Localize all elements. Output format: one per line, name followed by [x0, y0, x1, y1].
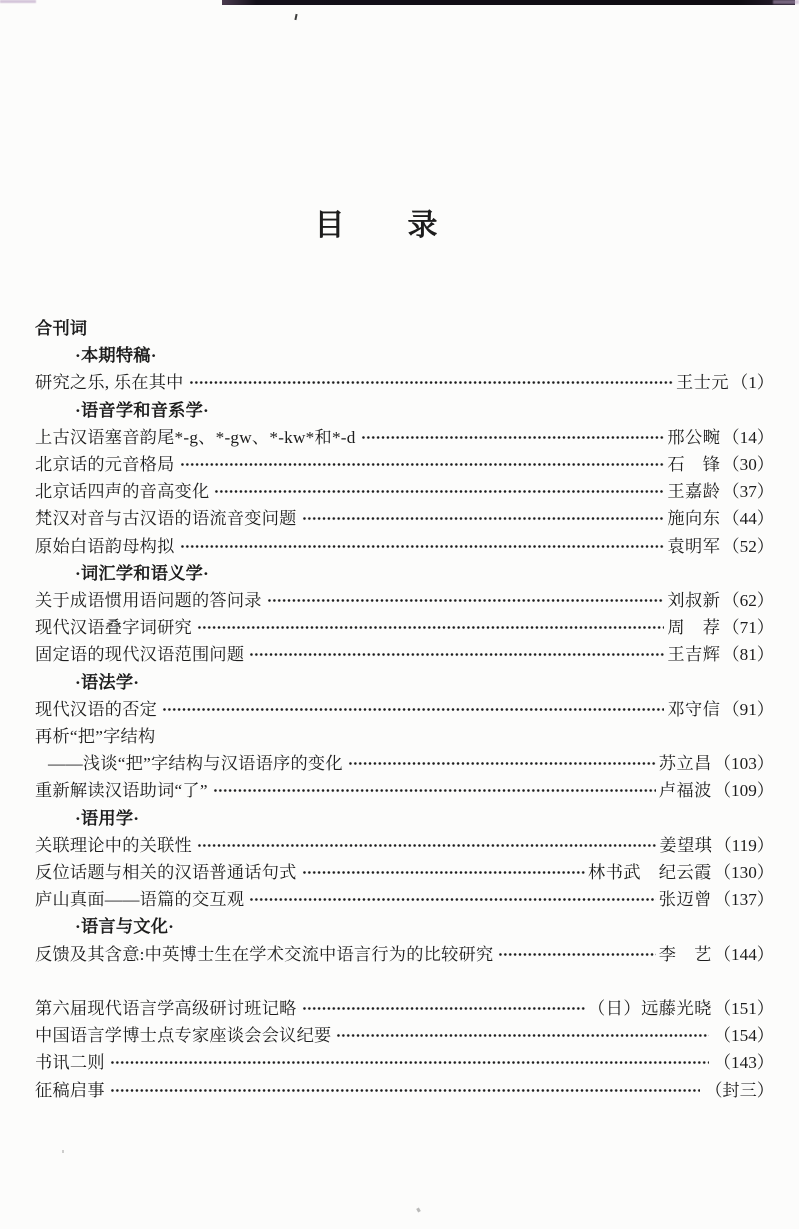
toc-row [35, 587, 774, 614]
dot-leader [110, 1077, 700, 1104]
entry-title: 研究之乐, 乐在其中 [35, 373, 184, 393]
entry-title: 关联理论中的关联性 [35, 835, 192, 855]
dot-leader [267, 587, 665, 614]
dot-leader [214, 478, 664, 505]
toc-row [35, 315, 774, 342]
entry-title: 再析“把”字结构 [35, 727, 156, 747]
page-title: 目 录 [314, 209, 439, 243]
dot-leader [498, 941, 655, 968]
entry-title: 北京话四声的音高变化 [35, 482, 210, 502]
toc-row [35, 641, 774, 668]
entry-title: 第六届现代语言学高级研讨班记略 [35, 999, 297, 1019]
entry-page: （119） [714, 835, 774, 855]
entry-author: 石 锋 [667, 455, 721, 475]
toc-row [35, 669, 774, 696]
entry-title: 北京话的元音格局 [35, 455, 175, 475]
dot-leader [110, 1049, 709, 1076]
entry-title: 反位话题与相关的汉语普通话句式 [35, 863, 297, 883]
dot-leader [197, 614, 664, 641]
entry-author: 邓守信 [667, 699, 721, 719]
entry-page: （62） [722, 591, 774, 611]
toc-row [35, 397, 774, 424]
scan-artifact-speck [416, 1208, 421, 1213]
entry-title: 梵汉对音与古汉语的语流音变问题 [35, 509, 297, 529]
entry-title: 固定语的现代汉语范围问题 [35, 645, 245, 665]
dot-leader [336, 1022, 708, 1049]
toc-row [35, 560, 774, 587]
scan-artifact-speck [62, 1150, 64, 1153]
toc-row [35, 750, 774, 777]
section-label: ·语用学· [75, 808, 140, 828]
toc-row [35, 342, 774, 369]
entry-title: 庐山真面——语篇的交互观 [35, 890, 245, 910]
entry-title: 中国语言学博士点专家座谈会会议纪要 [35, 1026, 332, 1046]
toc-row [35, 723, 774, 750]
section-label: ·语音学和音系学· [75, 400, 210, 420]
entry-page: （91） [722, 699, 774, 719]
entry-title: 征稿启事 [35, 1080, 105, 1100]
toc-row [35, 533, 774, 560]
dot-leader [180, 533, 665, 560]
toc-row [35, 777, 774, 804]
entry-author: 邢公畹 [667, 427, 721, 447]
entry-title: 重新解读汉语助词“了” [35, 781, 208, 801]
entry-page: （37） [722, 482, 774, 502]
entry-title: ——浅谈“把”字结构与汉语语序的变化 [48, 754, 343, 774]
toc-row [35, 505, 774, 532]
entry-title: 书讯二则 [35, 1053, 105, 1073]
entry-page: （144） [713, 944, 774, 964]
dot-leader [213, 777, 656, 804]
entry-author: 袁明军 [667, 536, 721, 556]
dot-leader [361, 424, 665, 451]
section-label: ·语法学· [75, 672, 140, 692]
toc-list [35, 315, 774, 1104]
scan-artifact-smudge-right [773, 0, 799, 4]
toc-row [35, 1022, 774, 1049]
toc-row [35, 424, 774, 451]
toc-row [35, 1049, 774, 1076]
toc-row [35, 941, 774, 968]
entry-author: 王吉辉 [667, 645, 721, 665]
toc-row [35, 1077, 774, 1104]
entry-title: 现代汉语叠字词研究 [35, 618, 192, 638]
section-label: ·本期特稿· [75, 346, 157, 366]
entry-page: （151） [713, 999, 774, 1019]
entry-page: （封三） [705, 1080, 774, 1100]
dot-leader [197, 832, 656, 859]
entry-author: 王嘉龄 [667, 482, 721, 502]
entry-author: 姜望琪 [659, 835, 713, 855]
entry-page: （30） [722, 455, 774, 475]
entry-author: 苏立昌 [658, 754, 712, 774]
section-label: ·词汇学和语义学· [75, 563, 210, 583]
entry-page: （154） [713, 1026, 774, 1046]
dot-leader [180, 451, 665, 478]
toc-row [35, 696, 774, 723]
entry-page: （143） [713, 1053, 774, 1073]
dot-leader [302, 995, 585, 1022]
entry-page: （103） [713, 754, 774, 774]
entry-page: （109） [713, 781, 774, 801]
toc-spacer [35, 968, 774, 995]
entry-page: （14） [722, 427, 774, 447]
entry-title: 反馈及其含意:中英博士生在学术交流中语言行为的比较研究 [35, 944, 494, 964]
entry-author: 施向东 [667, 509, 721, 529]
toc-row [35, 886, 774, 913]
entry-author: 周 荐 [667, 618, 721, 638]
entry-page: （52） [722, 536, 774, 556]
entry-page: （1） [731, 373, 774, 393]
scan-artifact-speck [294, 14, 297, 20]
dot-leader [249, 886, 655, 913]
entry-page: （130） [713, 863, 774, 883]
entry-title: 合刊词 [35, 319, 88, 338]
dot-leader [162, 696, 664, 723]
toc-row [35, 995, 774, 1022]
dot-leader [189, 369, 673, 396]
toc-row [35, 805, 774, 832]
entry-author: （日）远藤光晓 [588, 999, 712, 1019]
toc-row [35, 859, 774, 886]
toc-row [35, 832, 774, 859]
entry-page: （81） [722, 645, 774, 665]
toc-row [35, 614, 774, 641]
entry-title: 原始白语韵母构拟 [35, 536, 175, 556]
entry-author: 卢福波 [658, 781, 712, 801]
entry-title: 关于成语惯用语问题的答问录 [35, 591, 262, 611]
entry-author: 张迈曾 [658, 890, 712, 910]
entry-title: 现代汉语的否定 [35, 699, 158, 719]
entry-author: 王士元 [675, 373, 730, 393]
dot-leader [249, 641, 664, 668]
entry-page: （44） [722, 509, 774, 529]
scan-artifact-top-band [222, 0, 795, 5]
toc-row [35, 478, 774, 505]
entry-page: （137） [713, 890, 774, 910]
dot-leader [302, 505, 665, 532]
dot-leader [348, 750, 656, 777]
entry-title: 上古汉语塞音韵尾*-g、*-gw、*-kw*和*-d [35, 427, 356, 447]
entry-page: （71） [722, 618, 774, 638]
entry-author: 李 艺 [658, 944, 712, 964]
dot-leader [302, 859, 585, 886]
section-label: ·语言与文化· [75, 917, 175, 937]
scan-artifact-smudge-left [0, 0, 36, 3]
toc-row [35, 913, 774, 940]
toc-row [35, 451, 774, 478]
entry-author: 林书武 纪云霞 [588, 863, 712, 883]
toc-row [35, 369, 774, 396]
entry-author: 刘叔新 [667, 591, 721, 611]
